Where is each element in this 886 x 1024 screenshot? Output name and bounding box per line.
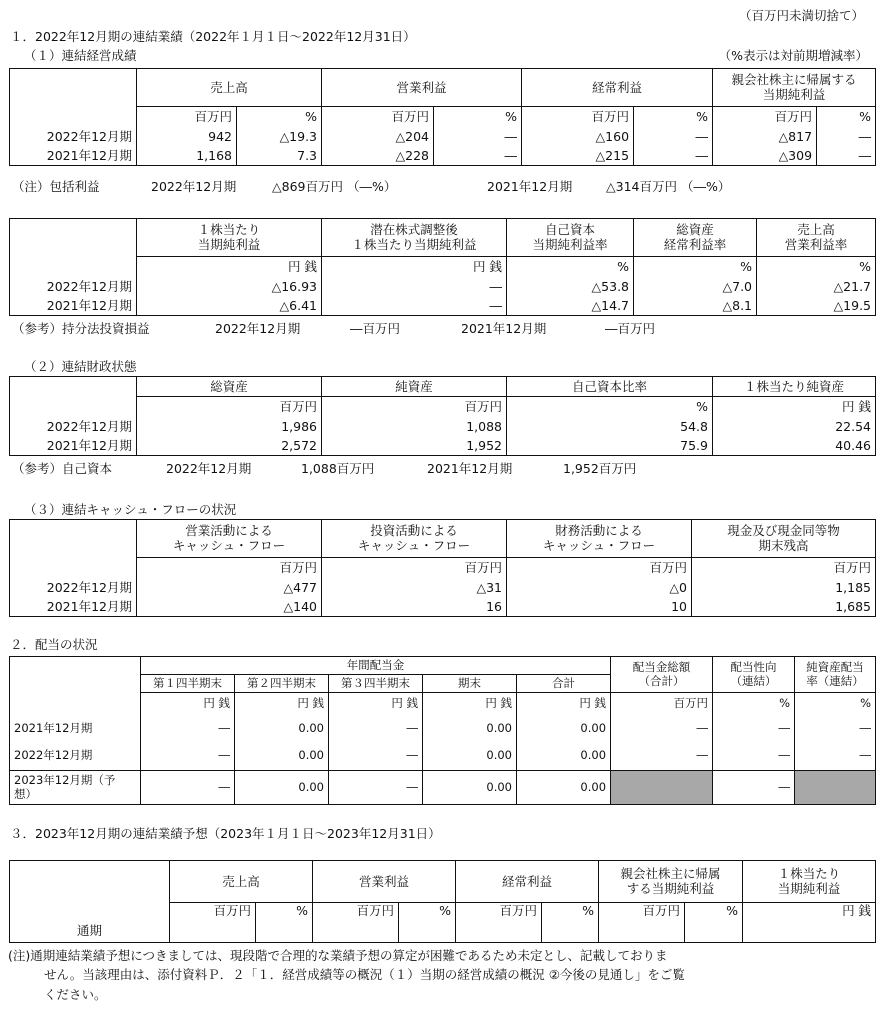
cash-flow-table [9,519,876,617]
h: １株当たり [197,222,261,238]
cell: 1,986 [137,417,322,436]
header-equity-ratio: 自己資本比率 [507,377,713,397]
h: 当期純利益 [777,880,841,896]
row-label: 2021年12月期 [10,436,137,456]
cell: ― [795,715,876,743]
unit: % [542,903,599,943]
cell: 0.00 [423,771,517,805]
unit: 円 銭 [137,257,322,277]
cell: ― [434,146,522,166]
cell: ― [611,743,713,771]
cell: ― [141,743,235,771]
comprehensive-income-label: （注）包括利益 [12,179,100,194]
cell: ― [817,146,876,166]
h: 期末残高 [758,537,809,553]
unit: 百万円 [507,558,692,578]
h: キャッシュ・フロー [542,537,656,553]
unit: 百万円 [137,558,322,578]
unit: % [237,107,322,127]
unit: 百万円 [137,107,237,127]
cell: ― [634,146,713,166]
cell: △817 [713,127,817,146]
header-operating-profit: 営業利益 [313,861,456,903]
header-net-assets: 純資産 [322,377,507,397]
unit: 百万円 [456,903,542,943]
equity-capital-label: （参考）自己資本 [12,461,113,476]
dividends-table [9,656,876,805]
row-label: 2022年12月期 [10,277,137,296]
forecast-table [9,860,876,943]
unit: 百万円 [313,903,399,943]
h: 経常利益率 [663,236,727,252]
cell: 0.00 [517,743,611,771]
row-label: 2022年12月期 [10,743,141,771]
cell: △7.0 [634,277,757,296]
row-label-full-year: 通期 [10,903,170,943]
equity-method-value2: ―百万円 [605,321,656,336]
unit: 百万円 [522,107,634,127]
unit: % [795,693,876,715]
unit: % [434,107,522,127]
cell: ― [634,127,713,146]
cell: △228 [322,146,434,166]
unit: % [634,107,713,127]
cell: 2,572 [137,436,322,456]
shaded-cell [611,771,713,805]
header-q3: 第３四半期末 [329,675,423,693]
unit: 円 銭 [235,693,329,715]
cell: 0.00 [517,715,611,743]
label-cell [10,693,141,715]
header-q1: 第１四半期末 [141,675,235,693]
cell: 22.54 [713,417,876,436]
header-cash-balance [692,520,876,558]
h: 営業利益率 [784,236,848,252]
corner-cell [10,657,141,693]
header-sales: 売上高 [137,69,322,107]
equity-capital-value1: 1,088百万円 [301,461,375,476]
unit: 円 銭 [329,693,423,715]
h: キャッシュ・フロー [357,537,471,553]
equity-capital-year2: 2021年12月期 [427,461,513,476]
h: 率（連結） [806,673,864,688]
unit: 円 銭 [141,693,235,715]
h: 財務活動による [555,523,643,539]
unit: 円 銭 [713,397,876,417]
unit: 円 銭 [423,693,517,715]
cell: △14.7 [507,296,634,316]
unit: 百万円 [692,558,876,578]
h: 潜在株式調整後 [370,222,458,238]
cell: 0.00 [235,715,329,743]
cell: △16.93 [137,277,322,296]
percent-note: （%表示は対前期増減率） [718,48,868,63]
header-annual-dividend: 年間配当金 [141,657,611,675]
h: 純資産配当 [806,660,864,675]
h: 自己資本 [544,222,595,238]
unit: 百万円 [322,558,507,578]
cell: 1,185 [692,578,876,597]
h: （合計） [638,673,685,688]
comprehensive-income-value2: △314百万円 （―%） [606,179,731,194]
unit: 百万円 [322,397,507,417]
cell: 75.9 [507,436,713,456]
cell: ― [611,715,713,743]
cell: ― [141,771,235,805]
header-operating-margin [757,219,876,257]
row-label: 2021年12月期 [10,715,141,743]
unit: % [399,903,456,943]
cell: 942 [137,127,237,146]
h: 配当性向 [730,660,777,675]
l: 想） [14,786,37,801]
corner-cell [10,520,137,558]
h: 現金及び現金同等物 [727,523,840,539]
header-net-profit-l2: 当期純利益 [762,86,826,102]
unit: 円 銭 [322,257,507,277]
cell: △309 [713,146,817,166]
h: （連結） [730,673,777,688]
h: キャッシュ・フロー [172,537,286,553]
note-line: (注)通期連結業績予想につきましては、現段階で合理的な業績予想の算定が困難であるため未定とし、記載しておりま [8,948,668,963]
header-eps [743,861,876,903]
unit: % [817,107,876,127]
comprehensive-income-year1: 2022年12月期 [151,179,237,194]
cell: △8.1 [634,296,757,316]
header-ordinary-profit: 経常利益 [522,69,713,107]
h: １株当たり [777,866,841,882]
shaded-cell [795,771,876,805]
cell: ― [141,715,235,743]
cell: 10 [507,597,692,617]
cell: ― [817,127,876,146]
forecast-title: ３．2023年12月期の連結業績予想（2023年１月１日～2023年12月31日） [10,826,441,841]
unit: % [713,693,795,715]
financial-position-table [9,376,876,456]
financial-position-title: （２）連結財政状態 [24,359,137,374]
unit: 円 銭 [517,693,611,715]
cell: 0.00 [423,743,517,771]
h: 親会社株主に帰属 [620,866,721,882]
cell: 1,952 [322,436,507,456]
header-total: 合計 [517,675,611,693]
header-ordinary-profit: 経常利益 [456,861,599,903]
header-sales: 売上高 [170,861,313,903]
label-cell [10,397,137,417]
h: 当期純利益率 [532,236,608,252]
header-financing-cf [507,520,692,558]
cell: 54.8 [507,417,713,436]
cell: 1,685 [692,597,876,617]
header-doe [795,657,876,693]
cell: 1,088 [322,417,507,436]
header-payout-ratio [713,657,795,693]
cell: △477 [137,578,322,597]
cell: ― [434,127,522,146]
cell: ― [329,771,423,805]
unit: 百万円 [611,693,713,715]
header-net-profit-l1: 親会社株主に帰属する [731,72,857,88]
cell: △215 [522,146,634,166]
h: 総資産 [676,222,714,238]
dividends-title: ２．配当の状況 [10,637,98,652]
header-diluted-eps [322,219,507,257]
header-total-dividend [611,657,713,693]
cell: △0 [507,578,692,597]
cell: ― [322,277,507,296]
header-q2: 第２四半期末 [235,675,329,693]
cell: △204 [322,127,434,146]
unit: 百万円 [599,903,685,943]
unit: 円 銭 [743,903,876,943]
unit: % [634,257,757,277]
header-eps [137,219,322,257]
h: 当期純利益 [197,236,261,252]
corner-cell [10,69,137,107]
cell: 0.00 [517,771,611,805]
section1-title: １．2022年12月期の連結業績（2022年１月１日～2022年12月31日） [10,29,416,44]
cell: △19.5 [757,296,876,316]
cell: 40.46 [713,436,876,456]
equity-capital-value2: 1,952百万円 [563,461,637,476]
unit: 百万円 [137,397,322,417]
cash-flow-title: （３）連結キャッシュ・フローの状況 [24,502,237,517]
unit: % [507,397,713,417]
header-roe [507,219,634,257]
operating-results-table [9,68,876,166]
h: １株当たり当期純利益 [351,236,477,252]
h: 配当金総額 [632,660,691,675]
unit: 百万円 [322,107,434,127]
equity-method-year2: 2021年12月期 [461,321,547,336]
label-cell [10,257,137,277]
row-label: 2022年12月期 [10,417,137,436]
h: 売上高 [797,222,835,238]
cell: ― [713,715,795,743]
row-label: 2021年12月期 [10,597,137,617]
h: 営業活動による [185,523,273,539]
cell: ― [795,743,876,771]
unit: % [685,903,743,943]
cell: △31 [322,578,507,597]
cell: △53.8 [507,277,634,296]
cell: ― [713,771,795,805]
header-operating-cf [137,520,322,558]
header-bps: １株当たり純資産 [713,377,876,397]
l: 2023年12月期（予 [14,773,116,788]
label-cell [10,558,137,578]
cell: ― [713,743,795,771]
h: する当期純利益 [626,880,715,896]
unit: 百万円 [170,903,256,943]
unit: % [507,257,634,277]
cell: 0.00 [235,743,329,771]
cell: 0.00 [423,715,517,743]
cell: △19.3 [237,127,322,146]
cell: 1,168 [137,146,237,166]
comprehensive-income-value1: △869百万円 （―%） [272,179,397,194]
cell: △160 [522,127,634,146]
note-line: せん。当該理由は、添付資料Ｐ．２「１．経営成績等の概況（１）当期の経営成績の概況 ②今後の見通し」をご覧 [44,967,685,983]
row-label: 2022年12月期 [10,578,137,597]
label-cell [10,107,137,127]
corner-cell [10,377,137,397]
equity-method-label: （参考）持分法投資損益 [12,321,150,336]
cell: 0.00 [235,771,329,805]
equity-method-value1: ―百万円 [350,321,401,336]
header-roa [634,219,757,257]
row-label-forecast [10,771,141,805]
header-net-profit [713,69,876,107]
cell: ― [329,743,423,771]
unit: % [256,903,313,943]
header-year-end: 期末 [423,675,517,693]
comprehensive-income-year2: 2021年12月期 [487,179,573,194]
corner-cell [10,861,170,903]
cell: 16 [322,597,507,617]
h: 投資活動による [370,523,458,539]
cell: △6.41 [137,296,322,316]
header-total-assets: 総資産 [137,377,322,397]
row-label: 2022年12月期 [10,127,137,146]
row-label: 2021年12月期 [10,296,137,316]
header-operating-profit: 営業利益 [322,69,522,107]
cell: △21.7 [757,277,876,296]
forecast-note [8,946,878,1004]
unit: % [757,257,876,277]
cell: 7.3 [237,146,322,166]
equity-capital-year1: 2022年12月期 [166,461,252,476]
cell: ― [329,715,423,743]
per-share-table [9,218,876,316]
unit: 百万円 [713,107,817,127]
corner-cell [10,219,137,257]
header-investing-cf [322,520,507,558]
equity-method-year1: 2022年12月期 [215,321,301,336]
section1-subtitle: （１）連結経営成績 [24,48,137,63]
header-net-profit [599,861,743,903]
cell: △140 [137,597,322,617]
unit-note: （百万円未満切捨て） [738,8,864,23]
note-line: ください。 [44,986,107,1002]
row-label: 2021年12月期 [10,146,137,166]
cell: ― [322,296,507,316]
